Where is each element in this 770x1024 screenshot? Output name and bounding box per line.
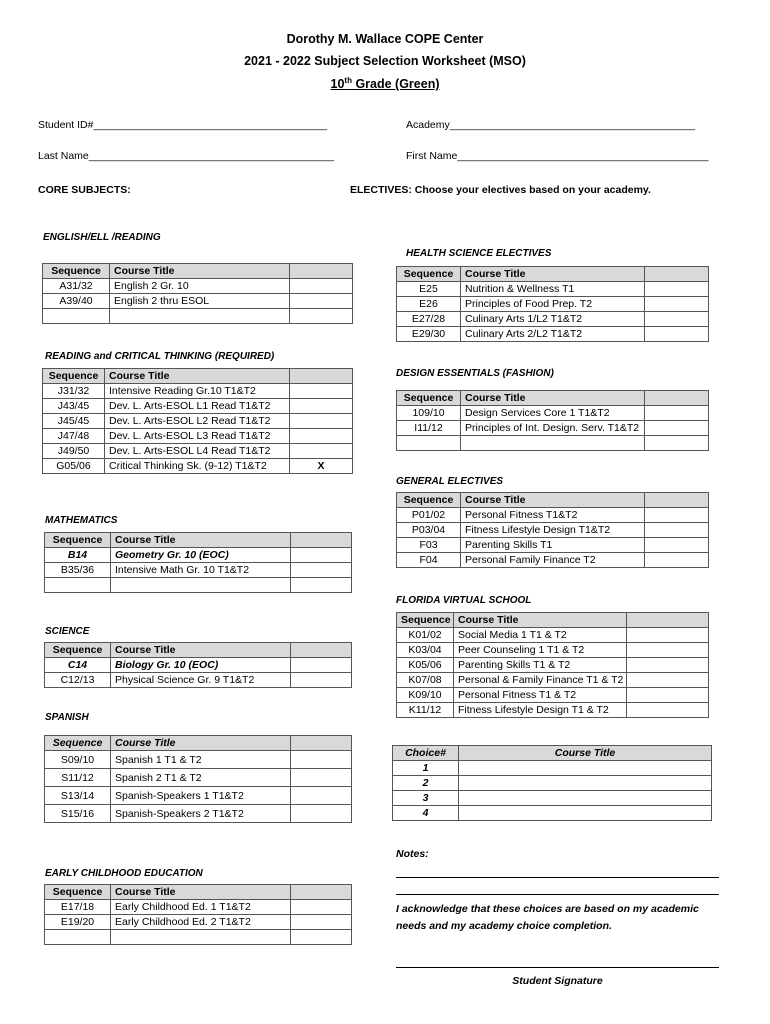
course-title: Dev. L. Arts-ESOL L3 Read T1&T2 — [105, 429, 290, 444]
sequence-code: A31/32 — [43, 279, 110, 294]
sequence-header: Sequence — [397, 613, 454, 628]
course-row — [397, 673, 709, 688]
course-title: Geometry Gr. 10 (EOC) — [111, 548, 291, 563]
selection-header — [645, 391, 709, 406]
course-title: Physical Science Gr. 9 T1&T2 — [111, 673, 291, 688]
sequence-code: J45/45 — [43, 414, 105, 429]
course-title: Early Childhood Ed. 2 T1&T2 — [111, 915, 291, 930]
sequence-code: K05/06 — [397, 658, 454, 673]
course-row — [397, 327, 709, 342]
choice-title-header: Course Title — [459, 746, 712, 761]
course-title: Critical Thinking Sk. (9-12) T1&T2 — [105, 459, 290, 474]
sequence-code: J47/48 — [43, 429, 105, 444]
selection-cell[interactable] — [290, 414, 353, 429]
blank-row — [45, 930, 352, 945]
selection-header — [291, 885, 352, 900]
sequence-code: S13/14 — [45, 787, 111, 805]
course-title: Intensive Reading Gr.10 T1&T2 — [105, 384, 290, 399]
selection-header — [291, 643, 352, 658]
electives-heading: ELECTIVES: Choose your electives based on your academy. — [350, 184, 651, 196]
selection-cell[interactable] — [645, 327, 709, 342]
health-science-table — [396, 266, 709, 342]
course-title: Spanish 1 T1 & T2 — [111, 751, 291, 769]
course-row — [43, 399, 353, 414]
sequence-header: Sequence — [397, 267, 461, 282]
course-row — [43, 384, 353, 399]
blank-cell[interactable] — [461, 436, 645, 451]
course-title-header: Course Title — [111, 885, 291, 900]
acknowledgement-line-1: I acknowledge that these choices are based on my academic — [396, 903, 699, 915]
selection-header — [290, 369, 353, 384]
blank-row — [397, 436, 709, 451]
english-heading: ENGLISH/ELL /READING — [43, 232, 161, 243]
selection-header — [291, 736, 352, 751]
selection-header — [645, 267, 709, 282]
course-title: Spanish-Speakers 1 T1&T2 — [111, 787, 291, 805]
choice-header: Choice# — [393, 746, 459, 761]
student-id-field[interactable]: Student ID#________________________________________ — [38, 119, 328, 131]
first-name-field[interactable]: First Name___________________________________________ — [406, 150, 709, 162]
course-title: Principles of Int. Design. Serv. T1&T2 — [461, 421, 645, 436]
blank-cell[interactable] — [645, 436, 709, 451]
signature-label: Student Signature — [512, 975, 603, 987]
english-table — [42, 263, 353, 324]
course-row — [397, 658, 709, 673]
choice-number: 3 — [393, 791, 459, 806]
sequence-code: E27/28 — [397, 312, 461, 327]
notes-line-2[interactable] — [396, 894, 719, 895]
center-name: Dorothy M. Wallace COPE Center — [286, 32, 484, 46]
reading-heading: READING and CRITICAL THINKING (REQUIRED) — [45, 351, 275, 362]
course-title: Personal Fitness T1 & T2 — [454, 688, 627, 703]
sequence-code: E19/20 — [45, 915, 111, 930]
choice-input[interactable] — [459, 806, 712, 821]
grade-title: 10th Grade (Green) — [330, 76, 440, 92]
sequence-code: K03/04 — [397, 643, 454, 658]
sequence-code: S15/16 — [45, 805, 111, 823]
selection-cell[interactable] — [627, 643, 709, 658]
selection-cell[interactable] — [291, 805, 352, 823]
course-row — [397, 643, 709, 658]
selection-header — [627, 613, 709, 628]
selection-cell[interactable] — [290, 399, 353, 414]
course-title: Nutrition & Wellness T1 — [461, 282, 645, 297]
course-row — [43, 294, 353, 309]
selection-cell[interactable] — [627, 703, 709, 718]
course-row — [43, 459, 353, 474]
spanish-heading: SPANISH — [45, 712, 89, 723]
selection-cell[interactable] — [291, 751, 352, 769]
selection-cell[interactable] — [290, 384, 353, 399]
sequence-code: 109/10 — [397, 406, 461, 421]
blank-cell[interactable] — [111, 930, 291, 945]
fvs-table — [396, 612, 709, 718]
sequence-header: Sequence — [43, 369, 105, 384]
math-table — [44, 532, 352, 593]
sequence-code: S09/10 — [45, 751, 111, 769]
course-title-header: Course Title — [105, 369, 290, 384]
signature-line[interactable] — [396, 967, 719, 968]
sequence-code: K09/10 — [397, 688, 454, 703]
science-heading: SCIENCE — [45, 626, 90, 637]
course-row — [43, 414, 353, 429]
choice-input[interactable] — [459, 776, 712, 791]
sequence-code: K01/02 — [397, 628, 454, 643]
course-row — [45, 658, 352, 673]
sequence-header: Sequence — [45, 736, 111, 751]
sequence-code: E17/18 — [45, 900, 111, 915]
blank-row — [43, 309, 353, 324]
selection-cell[interactable] — [627, 628, 709, 643]
selection-cell[interactable] — [627, 673, 709, 688]
health-science-heading: HEALTH SCIENCE ELECTIVES — [406, 248, 552, 259]
selection-cell[interactable] — [627, 658, 709, 673]
selection-cell[interactable] — [645, 421, 709, 436]
selection-cell[interactable] — [290, 444, 353, 459]
selection-cell[interactable] — [291, 915, 352, 930]
course-title-header: Course Title — [461, 493, 645, 508]
blank-cell[interactable] — [291, 578, 352, 593]
science-table — [44, 642, 352, 688]
spanish-table — [44, 735, 352, 823]
course-row — [397, 297, 709, 312]
selection-cell[interactable] — [291, 769, 352, 787]
course-title: Spanish 2 T1 & T2 — [111, 769, 291, 787]
course-row — [45, 900, 352, 915]
course-row — [45, 751, 352, 769]
choice-table — [392, 745, 712, 821]
course-title: Design Services Core 1 T1&T2 — [461, 406, 645, 421]
course-title: Social Media 1 T1 & T2 — [454, 628, 627, 643]
selection-cell[interactable]: X — [290, 459, 353, 474]
course-row — [397, 508, 709, 523]
selection-cell[interactable] — [645, 282, 709, 297]
course-row — [397, 406, 709, 421]
selection-cell[interactable] — [290, 429, 353, 444]
acknowledgement-line-2: needs and my academy choice completion. — [396, 920, 612, 932]
sequence-code: B35/36 — [45, 563, 111, 578]
course-row — [397, 538, 709, 553]
sequence-header: Sequence — [45, 643, 111, 658]
selection-header — [290, 264, 353, 279]
choice-number: 2 — [393, 776, 459, 791]
selection-cell[interactable] — [645, 538, 709, 553]
course-title: Dev. L. Arts-ESOL L1 Read T1&T2 — [105, 399, 290, 414]
math-heading: MATHEMATICS — [45, 515, 118, 526]
academy-field[interactable]: Academy__________________________________________ — [406, 119, 696, 131]
selection-cell[interactable] — [291, 787, 352, 805]
selection-cell[interactable] — [290, 294, 353, 309]
course-row — [397, 628, 709, 643]
worksheet-title: 2021 - 2022 Subject Selection Worksheet (MSO) — [244, 54, 526, 68]
sequence-code: A39/40 — [43, 294, 110, 309]
sequence-code: J31/32 — [43, 384, 105, 399]
notes-label: Notes: — [396, 848, 429, 860]
course-row — [45, 915, 352, 930]
course-title: Fitness Lifestyle Design T1 & T2 — [454, 703, 627, 718]
selection-cell[interactable] — [645, 312, 709, 327]
sequence-header: Sequence — [45, 885, 111, 900]
sequence-code: S11/12 — [45, 769, 111, 787]
selection-cell[interactable] — [645, 406, 709, 421]
blank-cell[interactable] — [290, 309, 353, 324]
sequence-header: Sequence — [43, 264, 110, 279]
course-title: Personal & Family Finance T1 & T2 — [454, 673, 627, 688]
course-row — [45, 563, 352, 578]
choice-number: 4 — [393, 806, 459, 821]
core-subjects-heading: CORE SUBJECTS: — [38, 184, 131, 196]
sequence-code: B14 — [45, 548, 111, 563]
sequence-code: F03 — [397, 538, 461, 553]
sequence-code: E29/30 — [397, 327, 461, 342]
selection-cell[interactable] — [291, 563, 352, 578]
course-title: Culinary Arts 2/L2 T1&T2 — [461, 327, 645, 342]
selection-cell[interactable] — [645, 508, 709, 523]
sequence-code: C12/13 — [45, 673, 111, 688]
course-title-header: Course Title — [461, 391, 645, 406]
course-title-header: Course Title — [111, 643, 291, 658]
selection-cell[interactable] — [645, 523, 709, 538]
course-row — [43, 429, 353, 444]
selection-cell[interactable] — [645, 553, 709, 568]
selection-cell[interactable] — [291, 900, 352, 915]
sequence-code: I11/12 — [397, 421, 461, 436]
course-row — [45, 769, 352, 787]
course-title-header: Course Title — [111, 736, 291, 751]
course-row — [45, 787, 352, 805]
sequence-code: E26 — [397, 297, 461, 312]
sequence-header: Sequence — [45, 533, 111, 548]
sequence-code: P01/02 — [397, 508, 461, 523]
course-title: Parenting Skills T1 — [461, 538, 645, 553]
blank-cell[interactable] — [111, 578, 291, 593]
course-row — [45, 548, 352, 563]
selection-header — [291, 533, 352, 548]
selection-cell[interactable] — [291, 548, 352, 563]
choice-number: 1 — [393, 761, 459, 776]
course-title: Intensive Math Gr. 10 T1&T2 — [111, 563, 291, 578]
selection-cell[interactable] — [645, 297, 709, 312]
sequence-header: Sequence — [397, 493, 461, 508]
course-row — [45, 805, 352, 823]
course-row — [397, 282, 709, 297]
course-row — [397, 688, 709, 703]
course-row — [397, 421, 709, 436]
selection-cell[interactable] — [291, 673, 352, 688]
early-childhood-table — [44, 884, 352, 945]
course-title-header: Course Title — [111, 533, 291, 548]
course-title: Spanish-Speakers 2 T1&T2 — [111, 805, 291, 823]
blank-row — [45, 578, 352, 593]
general-heading: GENERAL ELECTIVES — [396, 476, 504, 487]
course-title: Personal Family Finance T2 — [461, 553, 645, 568]
course-title: Parenting Skills T1 & T2 — [454, 658, 627, 673]
course-title-header: Course Title — [461, 267, 645, 282]
design-heading: DESIGN ESSENTIALS (FASHION) — [396, 368, 554, 379]
sequence-code: J43/45 — [43, 399, 105, 414]
reading-table — [42, 368, 353, 474]
course-title: Culinary Arts 1/L2 T1&T2 — [461, 312, 645, 327]
blank-cell[interactable] — [45, 578, 111, 593]
sequence-code: P03/04 — [397, 523, 461, 538]
sequence-code: K07/08 — [397, 673, 454, 688]
course-row — [397, 553, 709, 568]
early-childhood-heading: EARLY CHILDHOOD EDUCATION — [45, 868, 203, 879]
course-title: English 2 thru ESOL — [110, 294, 290, 309]
choice-input[interactable] — [459, 791, 712, 806]
course-title-header: Course Title — [110, 264, 290, 279]
course-title: Personal Fitness T1&T2 — [461, 508, 645, 523]
fvs-heading: FLORIDA VIRTUAL SCHOOL — [396, 595, 532, 606]
sequence-header: Sequence — [397, 391, 461, 406]
blank-cell[interactable] — [110, 309, 290, 324]
course-row — [45, 673, 352, 688]
notes-line-1[interactable] — [396, 877, 719, 878]
last-name-field[interactable]: Last Name__________________________________________ — [38, 150, 335, 162]
selection-cell[interactable] — [627, 688, 709, 703]
course-title: Dev. L. Arts-ESOL L4 Read T1&T2 — [105, 444, 290, 459]
course-row — [397, 523, 709, 538]
course-row — [397, 703, 709, 718]
blank-cell[interactable] — [397, 436, 461, 451]
course-title: Fitness Lifestyle Design T1&T2 — [461, 523, 645, 538]
sequence-code: J49/50 — [43, 444, 105, 459]
sequence-code: F04 — [397, 553, 461, 568]
course-row — [43, 279, 353, 294]
selection-cell[interactable] — [290, 279, 353, 294]
course-title: Early Childhood Ed. 1 T1&T2 — [111, 900, 291, 915]
course-title: Principles of Food Prep. T2 — [461, 297, 645, 312]
choice-input[interactable] — [459, 761, 712, 776]
blank-cell[interactable] — [43, 309, 110, 324]
blank-cell[interactable] — [45, 930, 111, 945]
sequence-code: E25 — [397, 282, 461, 297]
sequence-code: C14 — [45, 658, 111, 673]
general-table — [396, 492, 709, 568]
sequence-code: K11/12 — [397, 703, 454, 718]
course-title: English 2 Gr. 10 — [110, 279, 290, 294]
course-title: Biology Gr. 10 (EOC) — [111, 658, 291, 673]
selection-header — [645, 493, 709, 508]
blank-cell[interactable] — [291, 930, 352, 945]
course-title: Dev. L. Arts-ESOL L2 Read T1&T2 — [105, 414, 290, 429]
course-row — [397, 312, 709, 327]
course-title-header: Course Title — [454, 613, 627, 628]
course-title: Peer Counseling 1 T1 & T2 — [454, 643, 627, 658]
sequence-code: G05/06 — [43, 459, 105, 474]
selection-cell[interactable] — [291, 658, 352, 673]
course-row — [43, 444, 353, 459]
design-table — [396, 390, 709, 451]
